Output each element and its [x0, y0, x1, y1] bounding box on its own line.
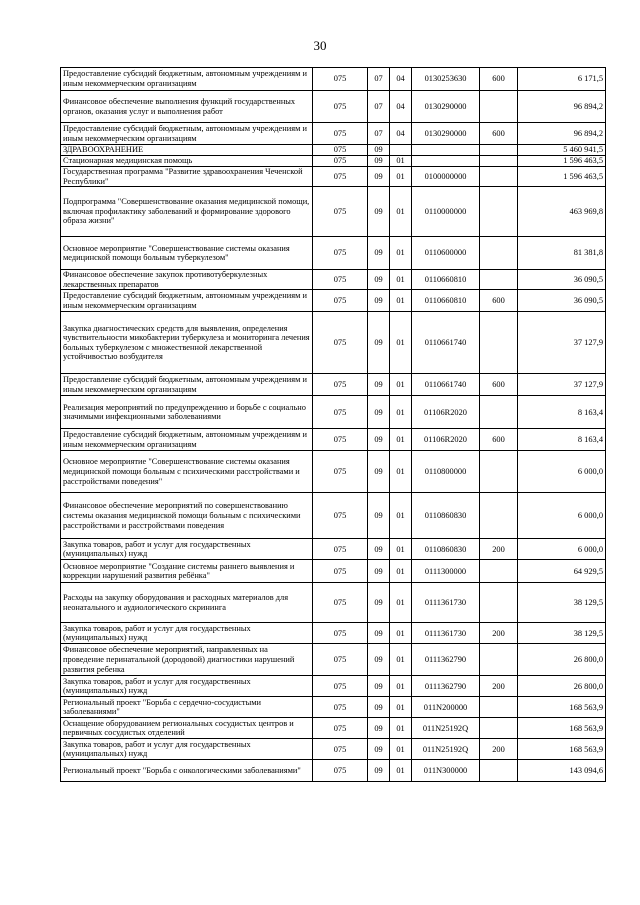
row-target-article-code: 0111300000	[412, 560, 480, 583]
row-section-code: 09	[368, 451, 390, 493]
row-subsection-code: 01	[390, 156, 412, 167]
row-section-code: 09	[368, 539, 390, 560]
row-subsection-code: 01	[390, 374, 412, 396]
row-name-cell: Основное мероприятие "Совершенствование системы оказания медицинской помощи больным туберкулезом"	[61, 237, 313, 270]
row-target-article-code: 0130290000	[412, 91, 480, 123]
row-subsection-code: 01	[390, 396, 412, 429]
row-target-article-code: 0130253630	[412, 68, 480, 91]
row-amount: 96 894,2	[518, 123, 606, 145]
row-department-code: 075	[313, 539, 368, 560]
row-section-code: 07	[368, 91, 390, 123]
row-section-code: 09	[368, 167, 390, 187]
table-row	[61, 290, 606, 312]
table-row	[61, 123, 606, 145]
row-target-article-code: 0111362790	[412, 644, 480, 676]
row-amount: 37 127,9	[518, 374, 606, 396]
row-expense-type-code	[480, 187, 518, 237]
page-number: 30	[313, 38, 327, 53]
row-department-code: 075	[313, 237, 368, 270]
row-subsection-code: 01	[390, 312, 412, 374]
row-section-code: 09	[368, 560, 390, 583]
row-section-code: 09	[368, 396, 390, 429]
row-name-cell: Закупка диагностических средств для выявления, определения чувствительности микобактерии туберкулеза и мониторинга лечения больных туберкулезом с множественной лекарственной устойчивостью возбудителя	[61, 312, 313, 374]
row-section-code: 09	[368, 187, 390, 237]
row-subsection-code: 01	[390, 644, 412, 676]
row-subsection-code: 04	[390, 123, 412, 145]
row-name-cell: Подпрограмма "Совершенствование оказания медицинской помощи, включая профилактику заболеваний и формирование здорового образа жизни"	[61, 187, 313, 237]
row-section-code: 09	[368, 760, 390, 782]
row-amount: 81 381,8	[518, 237, 606, 270]
row-expense-type-code: 200	[480, 539, 518, 560]
row-amount: 6 000,0	[518, 493, 606, 539]
row-subsection-code: 01	[390, 290, 412, 312]
row-expense-type-code	[480, 583, 518, 623]
row-section-code: 09	[368, 718, 390, 739]
row-name-cell: Предоставление субсидий бюджетным, автономным учреждениям и иным некоммерческим организациям	[61, 429, 313, 451]
row-subsection-code: 01	[390, 583, 412, 623]
row-name-cell: Основное мероприятие "Создание системы раннего выявления и коррекции нарушений развития ребёнка"	[61, 560, 313, 583]
row-name-cell: Финансовое обеспечение мероприятий, направленных на проведение перинатальной (дородовой) диагностики нарушений развития ребенка	[61, 644, 313, 676]
row-department-code: 075	[313, 429, 368, 451]
row-subsection-code: 01	[390, 237, 412, 270]
row-subsection-code: 01	[390, 270, 412, 290]
row-section-code: 09	[368, 739, 390, 760]
budget-table-body	[61, 68, 606, 782]
row-expense-type-code	[480, 237, 518, 270]
row-section-code: 09	[368, 237, 390, 270]
row-department-code: 075	[313, 68, 368, 91]
row-section-code: 07	[368, 123, 390, 145]
table-row	[61, 539, 606, 560]
row-expense-type-code: 600	[480, 290, 518, 312]
row-department-code: 075	[313, 187, 368, 237]
row-expense-type-code	[480, 91, 518, 123]
row-expense-type-code	[480, 451, 518, 493]
row-target-article-code: 011N25192Q	[412, 718, 480, 739]
row-department-code: 075	[313, 167, 368, 187]
row-name-cell: Предоставление субсидий бюджетным, автономным учреждениям и иным некоммерческим организациям	[61, 374, 313, 396]
row-name-cell: Региональный проект "Борьба с сердечно-сосудистыми заболеваниями"	[61, 697, 313, 718]
row-amount: 463 969,8	[518, 187, 606, 237]
row-department-code: 075	[313, 739, 368, 760]
table-row	[61, 156, 606, 167]
row-amount: 26 800,0	[518, 676, 606, 697]
table-row	[61, 644, 606, 676]
row-target-article-code: 011N300000	[412, 760, 480, 782]
table-row	[61, 374, 606, 396]
table-row	[61, 623, 606, 644]
table-row	[61, 91, 606, 123]
row-name-cell: Финансовое обеспечение мероприятий по совершенствованию системы оказания медицинской помощи больным с психическими расстройствами и расстройствами поведения	[61, 493, 313, 539]
row-subsection-code: 01	[390, 760, 412, 782]
row-expense-type-code: 600	[480, 123, 518, 145]
row-subsection-code: 04	[390, 91, 412, 123]
row-target-article-code: 0100000000	[412, 167, 480, 187]
row-subsection-code: 01	[390, 560, 412, 583]
row-name-cell: Стационарная медицинская помощь	[61, 156, 313, 167]
table-row	[61, 493, 606, 539]
row-name-cell: Предоставление субсидий бюджетным, автономным учреждениям и иным некоммерческим организациям	[61, 68, 313, 91]
row-target-article-code: 0110800000	[412, 451, 480, 493]
row-name-cell: Финансовое обеспечение выполнения функций государственных органов, оказания услуг и выполнения работ	[61, 91, 313, 123]
row-expense-type-code	[480, 560, 518, 583]
row-subsection-code	[390, 145, 412, 156]
row-amount: 143 094,6	[518, 760, 606, 782]
table-row	[61, 760, 606, 782]
row-expense-type-code: 200	[480, 623, 518, 644]
row-name-cell: Реализация мероприятий по предупреждению и борьбе с социально значимыми инфекционными заболеваниями	[61, 396, 313, 429]
row-target-article-code: 0110860830	[412, 539, 480, 560]
row-amount: 26 800,0	[518, 644, 606, 676]
row-target-article-code: 0130290000	[412, 123, 480, 145]
table-row	[61, 451, 606, 493]
row-section-code: 09	[368, 493, 390, 539]
row-amount: 37 127,9	[518, 312, 606, 374]
row-expense-type-code	[480, 270, 518, 290]
row-section-code: 09	[368, 583, 390, 623]
row-amount: 168 563,9	[518, 697, 606, 718]
table-row	[61, 718, 606, 739]
row-name-cell: Финансовое обеспечение закупок противотуберкулезных лекарственных препаратов	[61, 270, 313, 290]
row-target-article-code	[412, 156, 480, 167]
row-name-cell: Оснащение оборудованием региональных сосудистых центров и первичных сосудистых отделений	[61, 718, 313, 739]
row-department-code: 075	[313, 374, 368, 396]
row-amount: 8 163,4	[518, 429, 606, 451]
table-row	[61, 676, 606, 697]
table-row	[61, 237, 606, 270]
row-department-code: 075	[313, 123, 368, 145]
row-amount: 38 129,5	[518, 583, 606, 623]
row-amount: 38 129,5	[518, 623, 606, 644]
row-section-code: 09	[368, 644, 390, 676]
table-row	[61, 396, 606, 429]
row-section-code: 09	[368, 374, 390, 396]
row-department-code: 075	[313, 676, 368, 697]
row-amount: 8 163,4	[518, 396, 606, 429]
row-department-code: 075	[313, 697, 368, 718]
row-name-cell: Основное мероприятие "Совершенствование системы оказания медицинской помощи больным с психическими расстройствами и расстройствами поведения"	[61, 451, 313, 493]
row-amount: 1 596 463,5	[518, 156, 606, 167]
row-target-article-code: 0110661740	[412, 374, 480, 396]
table-row	[61, 560, 606, 583]
row-expense-type-code: 600	[480, 429, 518, 451]
row-department-code: 075	[313, 91, 368, 123]
table-row	[61, 167, 606, 187]
row-target-article-code: 0110600000	[412, 237, 480, 270]
row-section-code: 09	[368, 623, 390, 644]
row-department-code: 075	[313, 451, 368, 493]
row-expense-type-code	[480, 156, 518, 167]
row-expense-type-code	[480, 396, 518, 429]
row-department-code: 075	[313, 312, 368, 374]
row-subsection-code: 01	[390, 718, 412, 739]
row-department-code: 075	[313, 644, 368, 676]
row-amount: 6 000,0	[518, 539, 606, 560]
row-expense-type-code	[480, 718, 518, 739]
row-amount: 64 929,5	[518, 560, 606, 583]
row-section-code: 09	[368, 290, 390, 312]
row-subsection-code: 04	[390, 68, 412, 91]
row-section-code: 07	[368, 68, 390, 91]
table-row	[61, 145, 606, 156]
row-department-code: 075	[313, 396, 368, 429]
row-amount: 1 596 463,5	[518, 167, 606, 187]
row-target-article-code	[412, 145, 480, 156]
budget-table	[60, 67, 606, 782]
row-expense-type-code	[480, 312, 518, 374]
row-amount: 6 000,0	[518, 451, 606, 493]
row-target-article-code: 0111362790	[412, 676, 480, 697]
row-department-code: 075	[313, 718, 368, 739]
table-row	[61, 312, 606, 374]
row-name-cell: Закупка товаров, работ и услуг для государственных (муниципальных) нужд	[61, 676, 313, 697]
row-name-cell: Закупка товаров, работ и услуг для государственных (муниципальных) нужд	[61, 739, 313, 760]
row-subsection-code: 01	[390, 451, 412, 493]
row-amount: 6 171,5	[518, 68, 606, 91]
table-row	[61, 270, 606, 290]
row-section-code: 09	[368, 156, 390, 167]
row-name-cell: Расходы на закупку оборудования и расходных материалов для неонатального и аудиологического скрининга	[61, 583, 313, 623]
row-target-article-code: 0110660810	[412, 270, 480, 290]
row-name-cell: Предоставление субсидий бюджетным, автономным учреждениям и иным некоммерческим организациям	[61, 290, 313, 312]
row-expense-type-code	[480, 760, 518, 782]
row-subsection-code: 01	[390, 697, 412, 718]
row-department-code: 075	[313, 623, 368, 644]
table-row	[61, 739, 606, 760]
row-name-cell: ЗДРАВООХРАНЕНИЕ	[61, 145, 313, 156]
row-subsection-code: 01	[390, 539, 412, 560]
row-department-code: 075	[313, 145, 368, 156]
row-subsection-code: 01	[390, 623, 412, 644]
row-target-article-code: 011N25192Q	[412, 739, 480, 760]
row-name-cell: Закупка товаров, работ и услуг для государственных (муниципальных) нужд	[61, 623, 313, 644]
row-target-article-code: 0110000000	[412, 187, 480, 237]
row-subsection-code: 01	[390, 187, 412, 237]
table-row	[61, 583, 606, 623]
row-expense-type-code	[480, 697, 518, 718]
row-section-code: 09	[368, 270, 390, 290]
row-target-article-code: 01106R2020	[412, 429, 480, 451]
row-department-code: 075	[313, 290, 368, 312]
row-subsection-code: 01	[390, 493, 412, 539]
row-amount: 96 894,2	[518, 91, 606, 123]
row-expense-type-code	[480, 493, 518, 539]
row-amount: 36 090,5	[518, 270, 606, 290]
row-expense-type-code: 600	[480, 374, 518, 396]
row-department-code: 075	[313, 583, 368, 623]
row-subsection-code: 01	[390, 429, 412, 451]
row-subsection-code: 01	[390, 739, 412, 760]
row-amount: 36 090,5	[518, 290, 606, 312]
row-expense-type-code: 200	[480, 676, 518, 697]
row-department-code: 075	[313, 493, 368, 539]
row-subsection-code: 01	[390, 167, 412, 187]
row-name-cell: Государственная программа "Развитие здравоохранения Чеченской Республики"	[61, 167, 313, 187]
row-section-code: 09	[368, 312, 390, 374]
row-amount: 5 460 941,5	[518, 145, 606, 156]
row-expense-type-code: 600	[480, 68, 518, 91]
row-subsection-code: 01	[390, 676, 412, 697]
row-section-code: 09	[368, 697, 390, 718]
row-name-cell: Предоставление субсидий бюджетным, автономным учреждениям и иным некоммерческим организациям	[61, 123, 313, 145]
row-section-code: 09	[368, 429, 390, 451]
row-name-cell: Закупка товаров, работ и услуг для государственных (муниципальных) нужд	[61, 539, 313, 560]
row-target-article-code: 0110661740	[412, 312, 480, 374]
row-department-code: 075	[313, 156, 368, 167]
row-target-article-code: 0111361730	[412, 623, 480, 644]
row-target-article-code: 0111361730	[412, 583, 480, 623]
table-row	[61, 429, 606, 451]
row-target-article-code: 01106R2020	[412, 396, 480, 429]
row-expense-type-code	[480, 145, 518, 156]
table-row	[61, 187, 606, 237]
row-name-cell: Региональный проект "Борьба с онкологическими заболеваниями"	[61, 760, 313, 782]
row-department-code: 075	[313, 560, 368, 583]
row-amount: 168 563,9	[518, 718, 606, 739]
row-section-code: 09	[368, 145, 390, 156]
table-row	[61, 68, 606, 91]
row-expense-type-code: 200	[480, 739, 518, 760]
row-target-article-code: 0110860830	[412, 493, 480, 539]
row-expense-type-code	[480, 644, 518, 676]
table-row	[61, 697, 606, 718]
row-amount: 168 563,9	[518, 739, 606, 760]
row-target-article-code: 0110660810	[412, 290, 480, 312]
row-department-code: 075	[313, 760, 368, 782]
row-target-article-code: 011N200000	[412, 697, 480, 718]
row-expense-type-code	[480, 167, 518, 187]
row-department-code: 075	[313, 270, 368, 290]
row-section-code: 09	[368, 676, 390, 697]
